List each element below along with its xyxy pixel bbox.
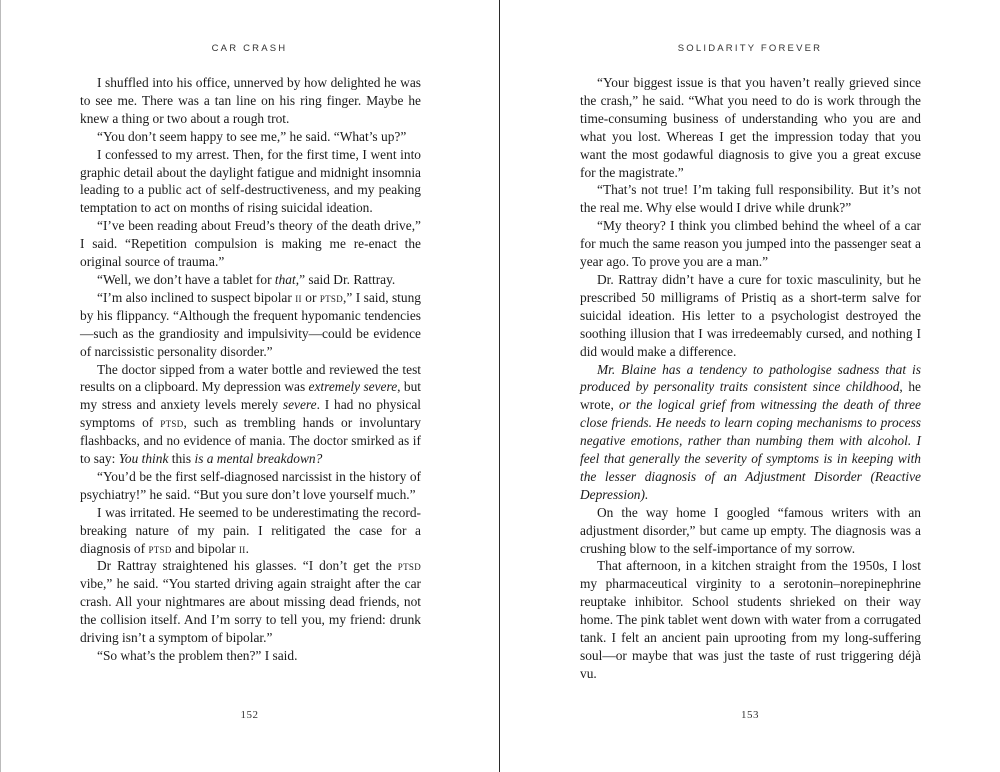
paragraph <box>580 217 921 271</box>
text-run: and bipolar <box>171 540 239 556</box>
text-run: ,” said Dr. Rattray. <box>295 271 396 287</box>
text-run: or <box>301 289 320 305</box>
text-run: “Your biggest issue is that you haven’t really grieved since the crash,” he said. “What you need to do is work through the time-consuming business of understanding who you are and what you lost. Whereas I get the impression today that you want the most godawful diagnosis to give you a great excuse for the magistrate.” <box>580 75 921 180</box>
page-number: 153 <box>741 709 759 721</box>
text-run: “That’s not true! I’m taking full responsibility. But it’s not the real me. Why else would I drive while drunk?” <box>580 182 921 216</box>
paragraph <box>580 557 921 682</box>
text-run: On the way home I googled “famous writers with an adjustment disorder,” but came up empty. The diagnosis was a crushing blow to the self-importance of my sorrow. <box>580 504 921 556</box>
paragraph <box>80 468 421 504</box>
text-run: “I’m also inclined to suspect bipolar <box>97 289 296 305</box>
text-run: , he wrote, <box>580 379 921 413</box>
paragraph <box>80 271 421 289</box>
text-run: ptsd <box>148 540 172 556</box>
text-run: The doctor sipped from a water bottle and reviewed the test results on a clipboard. My depression was <box>80 361 421 395</box>
text-run: this <box>168 451 195 467</box>
paragraph <box>80 504 421 558</box>
body-text <box>580 74 921 683</box>
text-run: I was irritated. He seemed to be underestimating the record-breaking nature of my pain. I relitigated the case for a diagnosis of <box>80 504 421 556</box>
text-run: severe <box>282 397 317 413</box>
text-run: ,” I said, stung by his flippancy. “Although the frequent hypomanic tendencies—such as the grandiosity and impulsivity—could be evidence of narcissistic personality disorder.” <box>80 289 421 359</box>
text-run: that <box>274 271 296 287</box>
paragraph <box>80 289 421 361</box>
paragraph <box>80 557 421 647</box>
paragraph <box>80 647 421 665</box>
text-run: extremely severe <box>308 379 398 395</box>
page-edge <box>0 0 1 772</box>
text-run: I shuffled into his office, unnerved by how delighted he was to see me. There was a tan line on his ring finger. Maybe he knew a thing or two about a rough trot. <box>80 75 421 126</box>
text-run: ptsd <box>319 289 344 305</box>
text-run: ii <box>238 540 246 556</box>
text-run: . I had no physical symptoms of <box>80 397 421 431</box>
paragraph <box>580 271 921 361</box>
paragraph <box>80 361 421 468</box>
text-run: That afternoon, in a kitchen straight from the 1950s, I lost my pharmaceutical virginity to a serotonin–norepinephrine reuptake inhibitor. School students shrieked on their way home. The pink tablet went down with water from a corrugated tank. I felt an ancient pain uprooting from my long-suffering soul—or maybe that was just the taste of rust triggering déjà vu. <box>580 558 921 681</box>
paragraph <box>80 146 421 218</box>
paragraph <box>580 74 921 181</box>
right-page <box>500 0 1000 772</box>
text-run: . <box>245 540 249 556</box>
paragraph <box>580 361 921 504</box>
paragraph <box>80 217 421 271</box>
text-run: is a mental breakdown? <box>194 451 323 467</box>
paragraph <box>580 181 921 217</box>
paragraph <box>80 128 421 146</box>
text-run: vibe,” he said. “You started driving again straight after the car crash. All your nightmares are about missing dead friends, not the collision itself. And I’m sorry to tell you, my friend: drunk driving isn’t a symptom of bipolar.” <box>80 576 421 646</box>
text-run: I confessed to my arrest. Then, for the first time, I went into graphic detail about the daylight fatigue and midnight insomnia leading to a public act of self-destructiveness, and my peaking temptation to act on months of rising suicidal ideation. <box>80 146 421 216</box>
text-run: “You don’t seem happy to see me,” he said. “What’s up?” <box>97 128 407 144</box>
text-run: “My theory? I think you climbed behind the wheel of a car for much the same reason you jumped into the passenger seat a year ago. To prove you are a man.” <box>580 218 921 270</box>
text-run: Mr. Blaine has a tendency to pathologise sadness that is produced by personality traits consistent since childhood <box>580 361 921 395</box>
text-run: ptsd <box>160 415 184 431</box>
page-number: 152 <box>240 709 259 721</box>
text-run: or the logical grief from witnessing the death of three close friends. He needs to learn coping mechanisms to process negative emotions, rather than numbing them with alcohol. I feel that generally the severity of symptoms is in keeping with the lesser diagnosis of an Adjustment Disorder (Reactive Depression). <box>580 397 922 502</box>
text-run: ptsd <box>397 558 421 574</box>
text-run: “So what’s the problem then?” I said. <box>97 648 298 663</box>
paragraph <box>80 74 421 128</box>
text-run: “Well, we don’t have a tablet for <box>97 271 275 287</box>
paragraph <box>580 504 921 558</box>
running-head: CAR CRASH <box>211 43 288 54</box>
running-head: SOLIDARITY FOREVER <box>677 43 823 54</box>
body-text <box>80 74 421 665</box>
text-run: , such as trembling hands or involuntary flashbacks, and no evidence of mania. The doctor smirked as if to say: <box>80 415 421 467</box>
text-run: ii <box>295 289 302 305</box>
text-run: “I’ve been reading about Freud’s theory of the death drive,” I said. “Repetition compulsion is making me re-enact the original source of trauma.” <box>80 218 421 270</box>
text-run: , but my stress and anxiety levels merely <box>80 379 422 413</box>
text-run: You think <box>118 451 169 467</box>
text-run: Dr. Rattray didn’t have a cure for toxic masculinity, but he prescribed 50 milligrams of Pristiq as a short-term salve for suicidal ideation. His letter to a psychologist destroyed the soothing illusion that I was irredeemably cursed, and nothing I did would make a difference. <box>580 271 921 359</box>
text-run: Dr Rattray straightened his glasses. “I don’t get the <box>97 558 398 574</box>
text-run: “You’d be the first self-diagnosed narcissist in the history of psychiatry!” he said. “But you sure don’t love yourself much.” <box>80 468 421 502</box>
